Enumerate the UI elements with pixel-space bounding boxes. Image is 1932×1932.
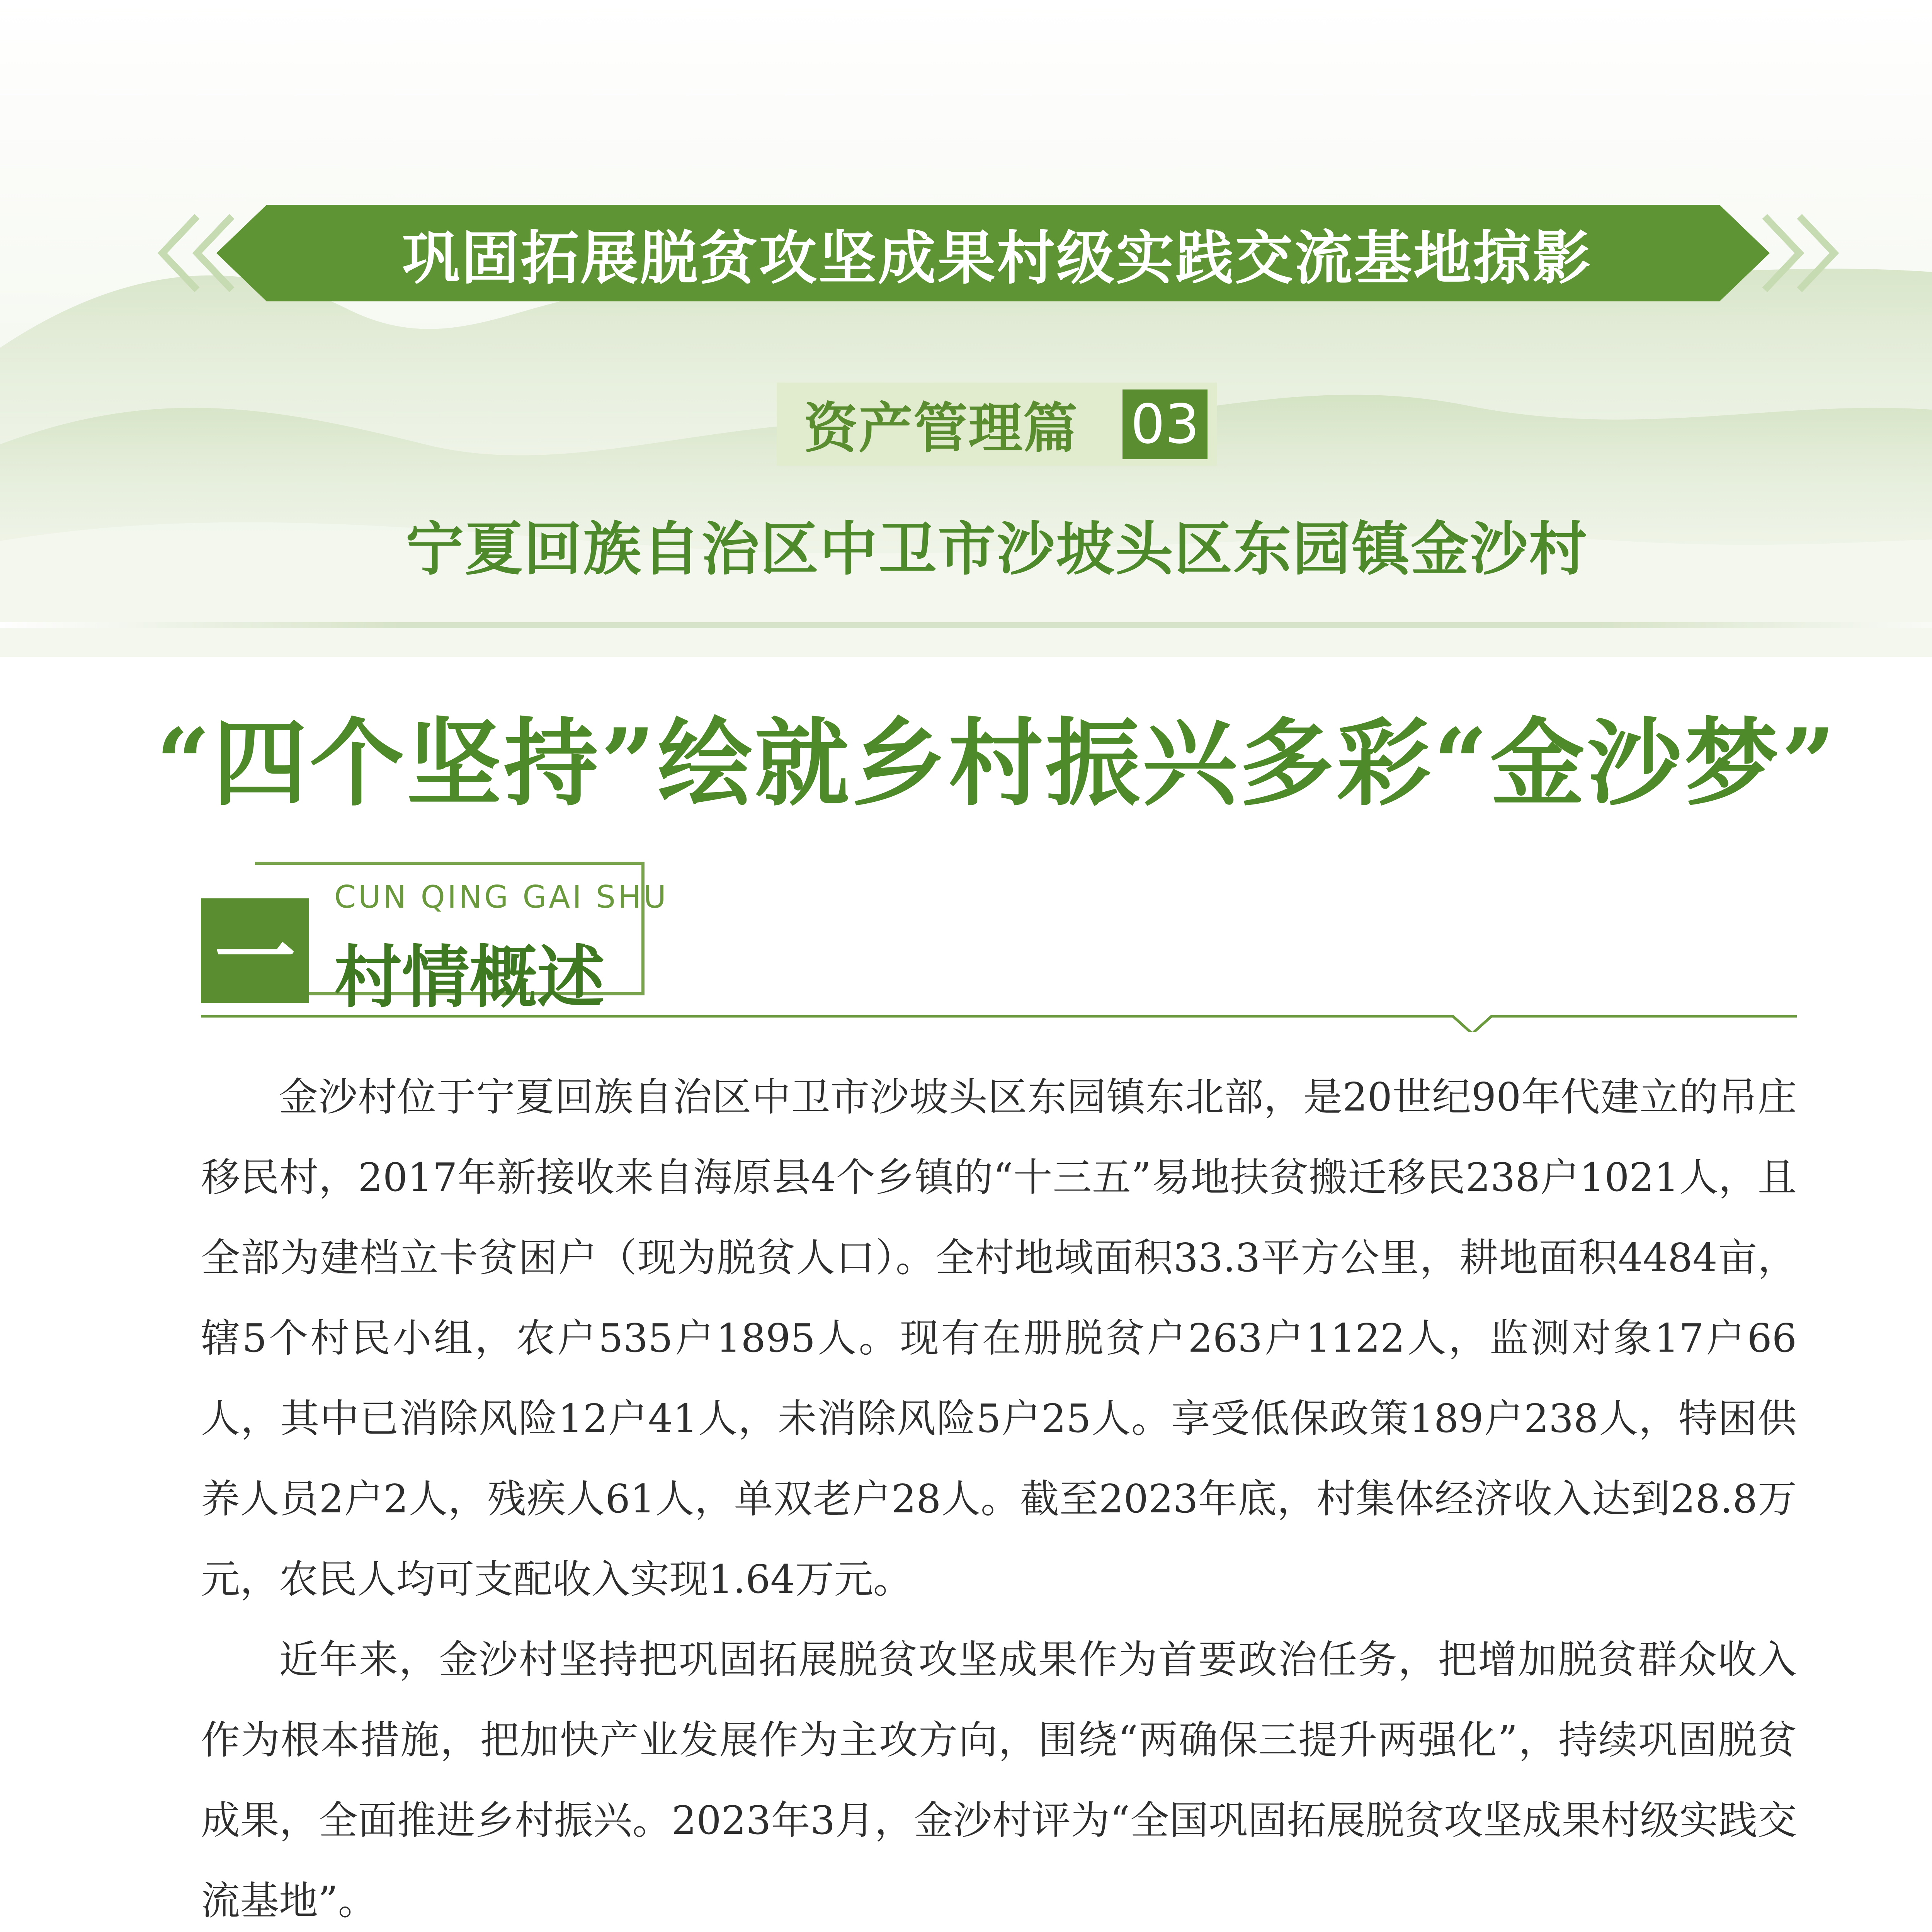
section-number: 一 xyxy=(201,898,309,1003)
section-pinyin: CUN QING GAI SHU xyxy=(334,879,668,915)
paragraph: 金沙村位于宁夏回族自治区中卫市沙坡头区东园镇东北部，是20世纪90年代建立的吊庄移民村，2017年新接收来自海原县4个乡镇的“十三五”易地扶贫搬迁移民238户1021人，且全部为建档立卡贫困户（现为脱贫人口）。全村地域面积33.3平方公里，耕地面积4484亩，辖5个村民小组，农户535户1895人。现有在册脱贫户263户1122人，监测对象17户66人，其中已消除风险12户41人，未消除风险5户25人。享受低保政策189户238人，特困供养人员2户2人，残疾人61人，单双老户28人。截至2023年底，村集体经济收入达到28.8万元，农民人均可支配收入实现1.64万元。 xyxy=(201,1074,1797,1602)
series-tag xyxy=(777,383,1217,466)
series-number: 03 xyxy=(1122,389,1208,459)
section-underline-1 xyxy=(201,1005,1797,1032)
paragraph: 近年来，金沙村坚持把巩固拓展脱贫攻坚成果作为首要政治任务，把增加脱贫群众收入作为根本措施，把加快产业发展作为主攻方向，围绕“两确保三提升两强化”，持续巩固脱贫成果，全面推进乡村振兴。2023年3月，金沙村评为“全国巩固拓展脱贫攻坚成果村级实践交流基地”。 xyxy=(201,1637,1797,1923)
series-label: 资产管理篇 xyxy=(804,397,1078,460)
village-name: 宁夏回族自治区中卫市沙坡头区东园镇金沙村 xyxy=(405,516,1588,583)
header-divider xyxy=(0,618,1932,634)
main-title: “四个坚持”绘就乡村振兴多彩“金沙梦” xyxy=(156,707,1838,819)
section-title: 村情概述 xyxy=(334,939,605,1017)
left-chevron-icon xyxy=(155,209,247,298)
section-1-body xyxy=(201,1057,1797,1932)
right-chevron-icon xyxy=(1749,209,1842,298)
section-heading-1 xyxy=(201,862,668,1024)
banner-title: 巩固拓展脱贫攻坚成果村级实践交流基地掠影 xyxy=(401,225,1592,292)
